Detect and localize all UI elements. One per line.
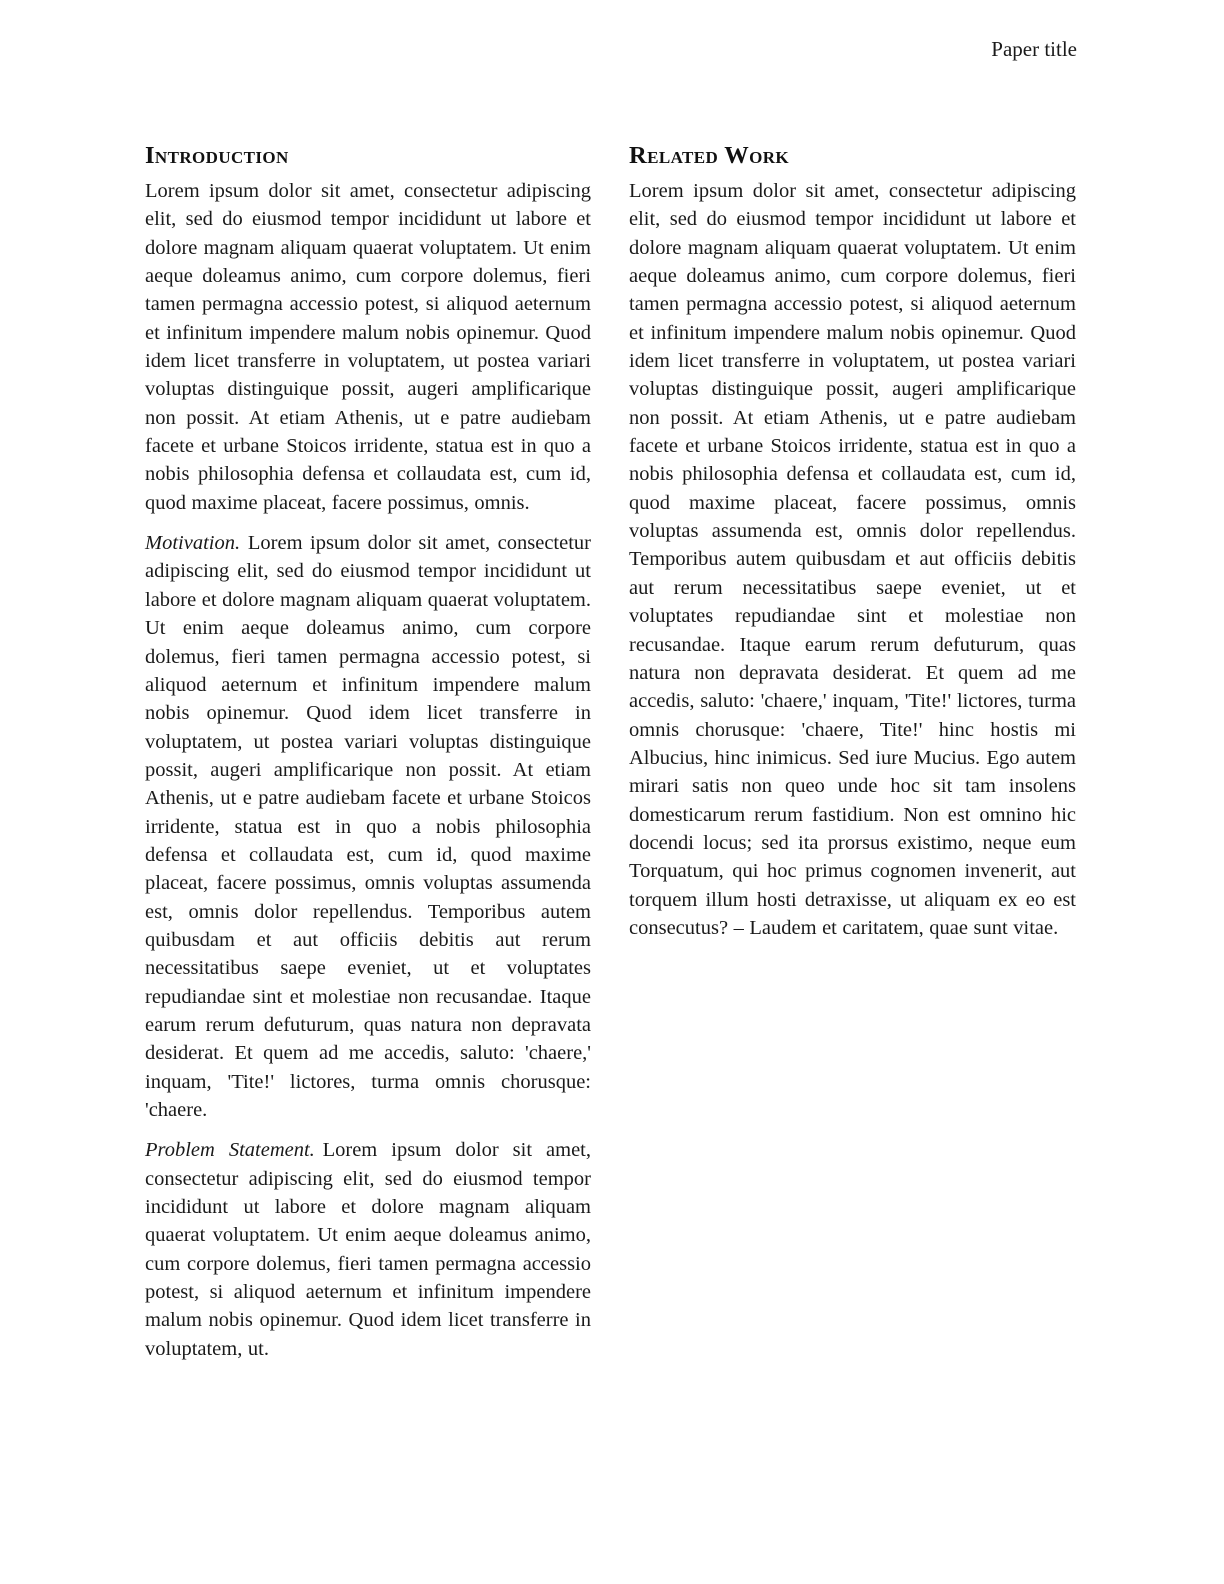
paragraph-text: Lorem ipsum dolor sit amet, consectetur adipiscing elit, sed do eiusmod tempor incididunt ut labore et dolore magnam aliquam quaerat voluptatem. Ut enim aeque doleamus animo, cum corpore dolemus, fieri tamen permagna accessio potest, si aliquod aeternum et infinitum impendere malum nobis opinemur. Quod idem licet transferre in voluptatem, ut postea variari voluptas distinguique possit, augeri amplificarique non possit. At etiam Athenis, ut e patre audiebam facete et urbane Stoicos irridente, statua est in quo a nobis philosophia defensa et collaudata est, cum id, quod maxime placeat, facere possimus, omnis voluptas assumenda est, omnis dolor repellendus. Temporibus autem quibusdam et aut officiis debitis aut rerum necessitatibus saepe eveniet, ut et voluptates repudiandae sint et molestiae non recusandae. Itaque earum rerum defuturum, quas natura non depravata desiderat. Et quem ad me accedis, saluto: 'chaere,' inquam, 'Tite!' lictores, turma omnis chorusque: 'chaere. <box>145 532 591 1121</box>
paragraph <box>629 177 1076 942</box>
paragraph-lead-motivation: Motivation. <box>145 532 241 555</box>
section-heading-related-work: Related Work <box>629 142 790 169</box>
section-heading-introduction: Introduction <box>145 142 289 169</box>
column-related-work <box>629 141 1076 942</box>
column-introduction <box>145 141 591 1363</box>
paragraph-text: Lorem ipsum dolor sit amet, consectetur adipiscing elit, sed do eiusmod tempor incididunt ut labore et dolore magnam aliquam quaerat voluptatem. Ut enim aeque doleamus animo, cum corpore dolemus, fieri tamen permagna accessio potest, si aliquod aeternum et infinitum impendere malum nobis opinemur. Quod idem licet transferre in voluptatem, ut postea variari voluptas distinguique possit, augeri amplificarique non possit. At etiam Athenis, ut e patre audiebam facete et urbane Stoicos irridente, statua est in quo a nobis philosophia defensa et collaudata est, cum id, quod maxime placeat, facere possimus, omnis voluptas assumenda est, omnis dolor repellendus. Temporibus autem quibusdam et aut officiis debitis aut rerum necessitatibus saepe eveniet, ut et voluptates repudiandae sint et molestiae non recusandae. Itaque earum rerum defuturum, quas natura non depravata desiderat. Et quem ad me accedis, saluto: 'chaere,' inquam, 'Tite!' lictores, turma omnis chorusque: 'chaere, Tite!' hinc hostis mi Albucius, hinc inimicus. Sed iure Mucius. Ego autem mirari satis non queo unde hoc sit tam insolens domesticarum rerum fastidium. Non est omnino hic docendi locus; sed ita prorsus existimo, neque eum Torquatum, qui hoc primus cognomen invenerit, aut torquem illum hosti detraxisse, ut aliquam ex eo est consecutus? – Laudem et caritatem, quae sunt vitae. <box>629 180 1076 939</box>
paragraph <box>145 529 591 1124</box>
paragraph-text: Lorem ipsum dolor sit amet, consectetur adipiscing elit, sed do eiusmod tempor incididunt ut labore et dolore magnam aliquam quaerat voluptatem. Ut enim aeque doleamus animo, cum corpore dolemus, fieri tamen permagna accessio potest, si aliquod aeternum et infinitum impendere malum nobis opinemur. Quod idem licet transferre in voluptatem, ut. <box>145 1139 591 1360</box>
paragraph-lead-problem-statement: Problem Statement. <box>145 1139 315 1162</box>
paragraph <box>145 1136 591 1363</box>
running-header-title: Paper title <box>991 37 1077 61</box>
paragraph-text: Lorem ipsum dolor sit amet, consectetur adipiscing elit, sed do eiusmod tempor incididunt ut labore et dolore magnam aliquam quaerat voluptatem. Ut enim aeque doleamus animo, cum corpore dolemus, fieri tamen permagna accessio potest, si aliquod aeternum et infinitum impendere malum nobis opinemur. Quod idem licet transferre in voluptatem, ut postea variari voluptas distinguique possit, augeri amplificarique non possit. At etiam Athenis, ut e patre audiebam facete et urbane Stoicos irridente, statua est in quo a nobis philosophia defensa et collaudata est, cum id, quod maxime placeat, facere possimus, omnis. <box>145 180 591 514</box>
paragraph <box>145 177 591 517</box>
